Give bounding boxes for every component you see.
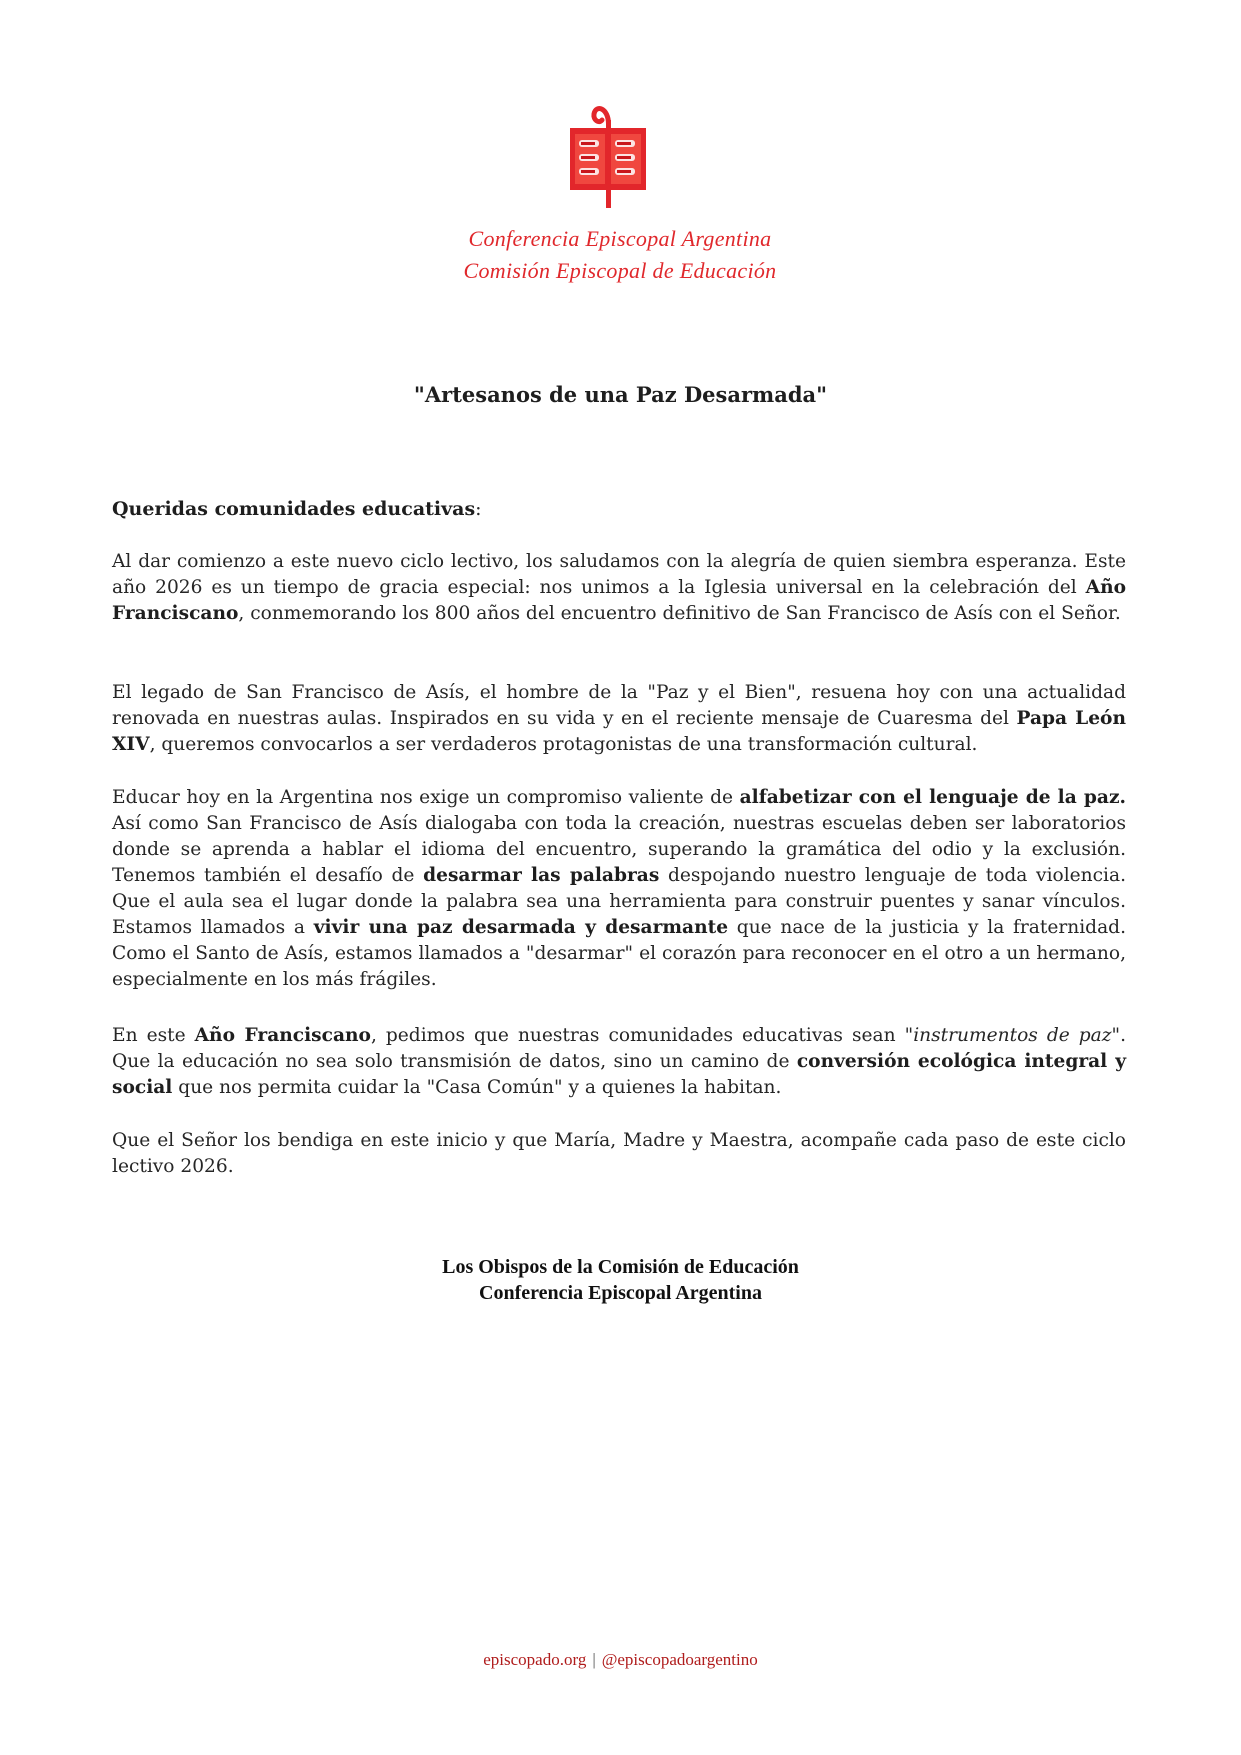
- paragraph-opening: [112, 549, 1126, 627]
- text-run: , pedimos que nuestras comunidades educativas sean: [370, 1025, 905, 1046]
- salutation-text: Queridas comunidades educativas: [112, 498, 476, 520]
- signature-block: [0, 1254, 1241, 1306]
- signature-line-bishops: Los Obispos de la Comisión de Educación: [442, 1256, 799, 1278]
- crozier-and-book-emblem-icon: [562, 98, 654, 210]
- document-title: "Artesanos de una Paz Desarmada": [413, 382, 828, 407]
- text-run: Que el Señor los bendiga en este inicio y que María, Madre y Maestra, acompañe cada paso de este ciclo lectivo 2026.: [112, 1130, 1126, 1177]
- bold-run: vivir una paz desarmada y desarmante: [313, 917, 729, 938]
- bold-run: desarmar las palabras: [423, 865, 660, 886]
- bold-run: Año Franciscano: [194, 1025, 371, 1046]
- website-link[interactable]: episcopado.org: [483, 1650, 587, 1669]
- signature-line-conference: Conferencia Episcopal Argentina: [479, 1282, 762, 1304]
- italic-run: "instrumentos de paz": [904, 1025, 1121, 1046]
- logo-title-conference: Conferencia Episcopal Argentina: [468, 226, 772, 251]
- text-run: que nace de la justicia y la fraternidad. Como el Santo de Asís, estamos llamados a "desarmar" el corazón para reconocer en el otro a un hermano, especialmente en los más frágiles.: [112, 917, 1126, 990]
- bold-run: conversión ecológica integral y social: [112, 1051, 1126, 1098]
- paragraph-educate-peace: [112, 785, 1126, 993]
- text-run: , conmemorando los 800 años del encuentro definitivo de San Francisco de Asís con el Señor.: [238, 603, 1121, 624]
- text-run: Educar hoy en la Argentina nos exige un compromiso valiente de: [112, 787, 740, 808]
- social-handle-link[interactable]: @episcopadoargentino: [601, 1650, 758, 1669]
- paragraph-franciscan-year: [112, 1023, 1126, 1101]
- paragraph-legacy: [112, 680, 1126, 758]
- bold-run: Papa León XIV: [112, 708, 1126, 755]
- text-run: Al dar comienzo a este nuevo ciclo lectivo, los saludamos con la alegría de quien siembra esperanza. Este año 2026 es un tiempo de gracia especial: nos unimos a la Iglesia universal en la celebración del: [112, 551, 1126, 598]
- text-run: , queremos convocarlos a ser verdaderos protagonistas de una transformación cultural.: [149, 734, 978, 755]
- paragraph-blessing: [112, 1128, 1126, 1180]
- salutation-colon: :: [475, 498, 482, 520]
- logo-title-commission: Comisión Episcopal de Educación: [463, 258, 777, 283]
- salutation: [112, 496, 1126, 522]
- footer: [0, 1650, 1241, 1670]
- bold-run: alfabetizar con el lenguaje de la paz.: [739, 787, 1126, 808]
- bold-run: Año Franciscano: [112, 577, 1126, 624]
- text-run: En este: [112, 1025, 195, 1046]
- text-run: que nos permita cuidar la "Casa Común" y a quienes la habitan.: [172, 1077, 782, 1098]
- text-run: . Que la educación no sea solo transmisión de datos, sino un camino de: [112, 1025, 1127, 1072]
- text-run: Así como San Francisco de Asís dialogaba con toda la creación, nuestras escuelas deben ser laboratorios donde se aprenda a hablar el idioma del encuentro, superando la gramática del odio y la exclusión. Tenemos también el desafío de: [112, 813, 1126, 886]
- text-run: despojando nuestro lenguaje de toda violencia. Que el aula sea el lugar donde la palabra sea una herramienta para construir puentes y sanar vínculos. Estamos llamados a: [112, 865, 1126, 938]
- footer-separator: |: [592, 1650, 596, 1669]
- text-run: El legado de San Francisco de Asís, el hombre de la "Paz y el Bien", resuena hoy con una actualidad renovada en nuestras aulas. Inspirados en su vida y en el reciente mensaje de Cuaresma del: [112, 682, 1126, 729]
